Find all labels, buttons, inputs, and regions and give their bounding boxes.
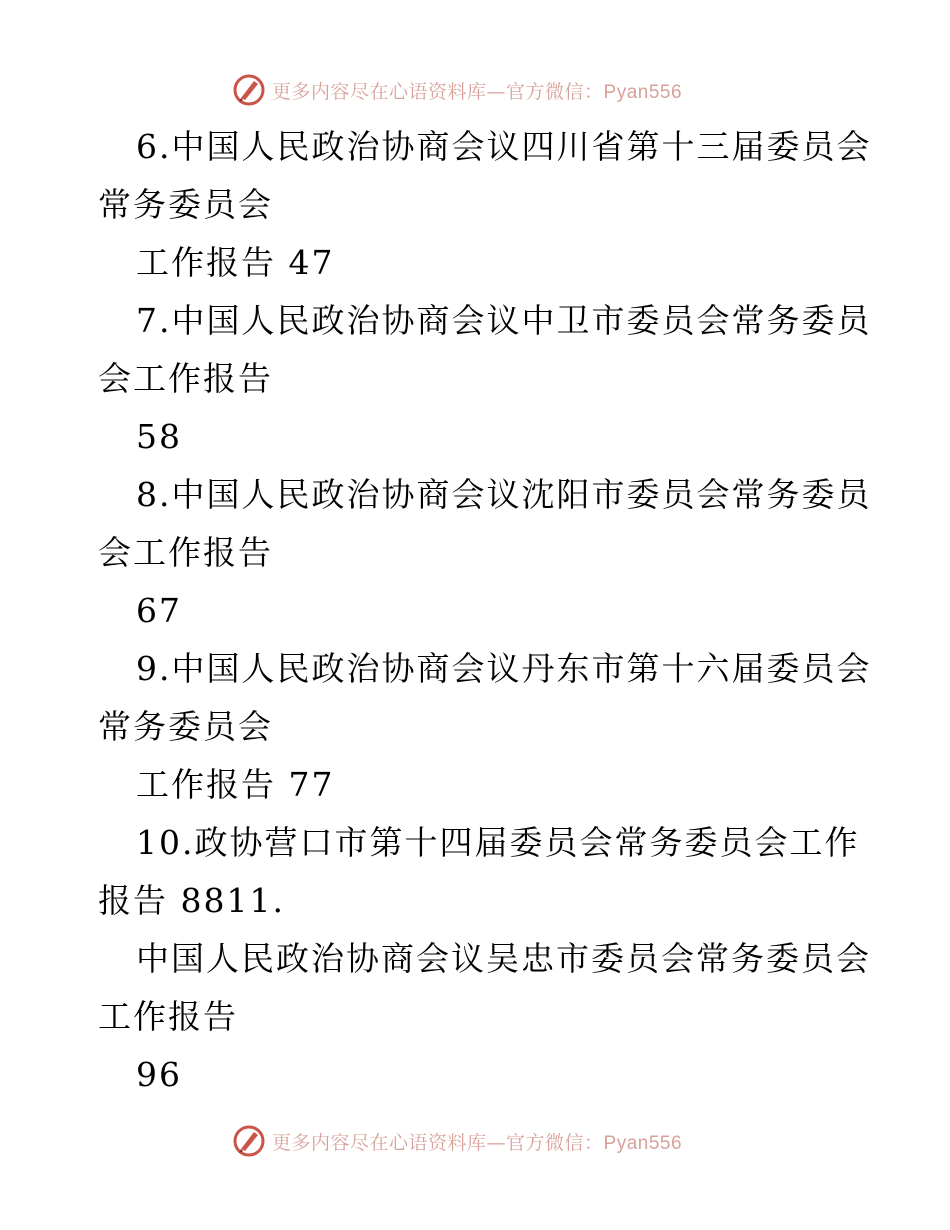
text-line: 会工作报告: [98, 533, 273, 572]
watermark-banner-top: [232, 72, 712, 108]
text-line: 报告 8811.: [98, 881, 285, 920]
watermark-text: [272, 77, 682, 104]
text-line: 工作报告 47: [136, 243, 335, 282]
text-line: 58: [136, 417, 182, 456]
text-line: 常务委员会: [98, 707, 273, 746]
text-line: 7.中国人民政治协商会议中卫市委员会常务委员: [136, 301, 872, 340]
text-line: 96: [136, 1055, 182, 1094]
watermark-wechat-id: Pyan556: [603, 1132, 683, 1154]
watermark-text: [272, 1128, 682, 1155]
watermark-wechat-id: Pyan556: [603, 81, 683, 103]
watermark-label: 更多内容尽在心语资料库—官方微信：: [272, 1131, 604, 1154]
text-line: 67: [136, 591, 182, 630]
text-line: 会工作报告: [98, 359, 273, 398]
text-line: 工作报告: [98, 997, 238, 1036]
quill-pen-circle-logo-icon: [232, 73, 266, 107]
quill-pen-circle-logo-icon: [232, 1124, 266, 1158]
watermark-label: 更多内容尽在心语资料库—官方微信：: [272, 80, 604, 103]
text-line: 6.中国人民政治协商会议四川省第十三届委员会: [136, 127, 872, 166]
text-line: 10.政协营口市第十四届委员会常务委员会工作: [136, 823, 860, 862]
document-body: [98, 118, 872, 1104]
text-line: 工作报告 77: [136, 765, 335, 804]
text-line: 常务委员会: [98, 185, 273, 224]
text-line: 中国人民政治协商会议吴忠市委员会常务委员会: [136, 939, 871, 978]
text-line: 8.中国人民政治协商会议沈阳市委员会常务委员: [136, 475, 872, 514]
text-line: 9.中国人民政治协商会议丹东市第十六届委员会: [136, 649, 872, 688]
watermark-banner-bottom: [232, 1123, 712, 1159]
